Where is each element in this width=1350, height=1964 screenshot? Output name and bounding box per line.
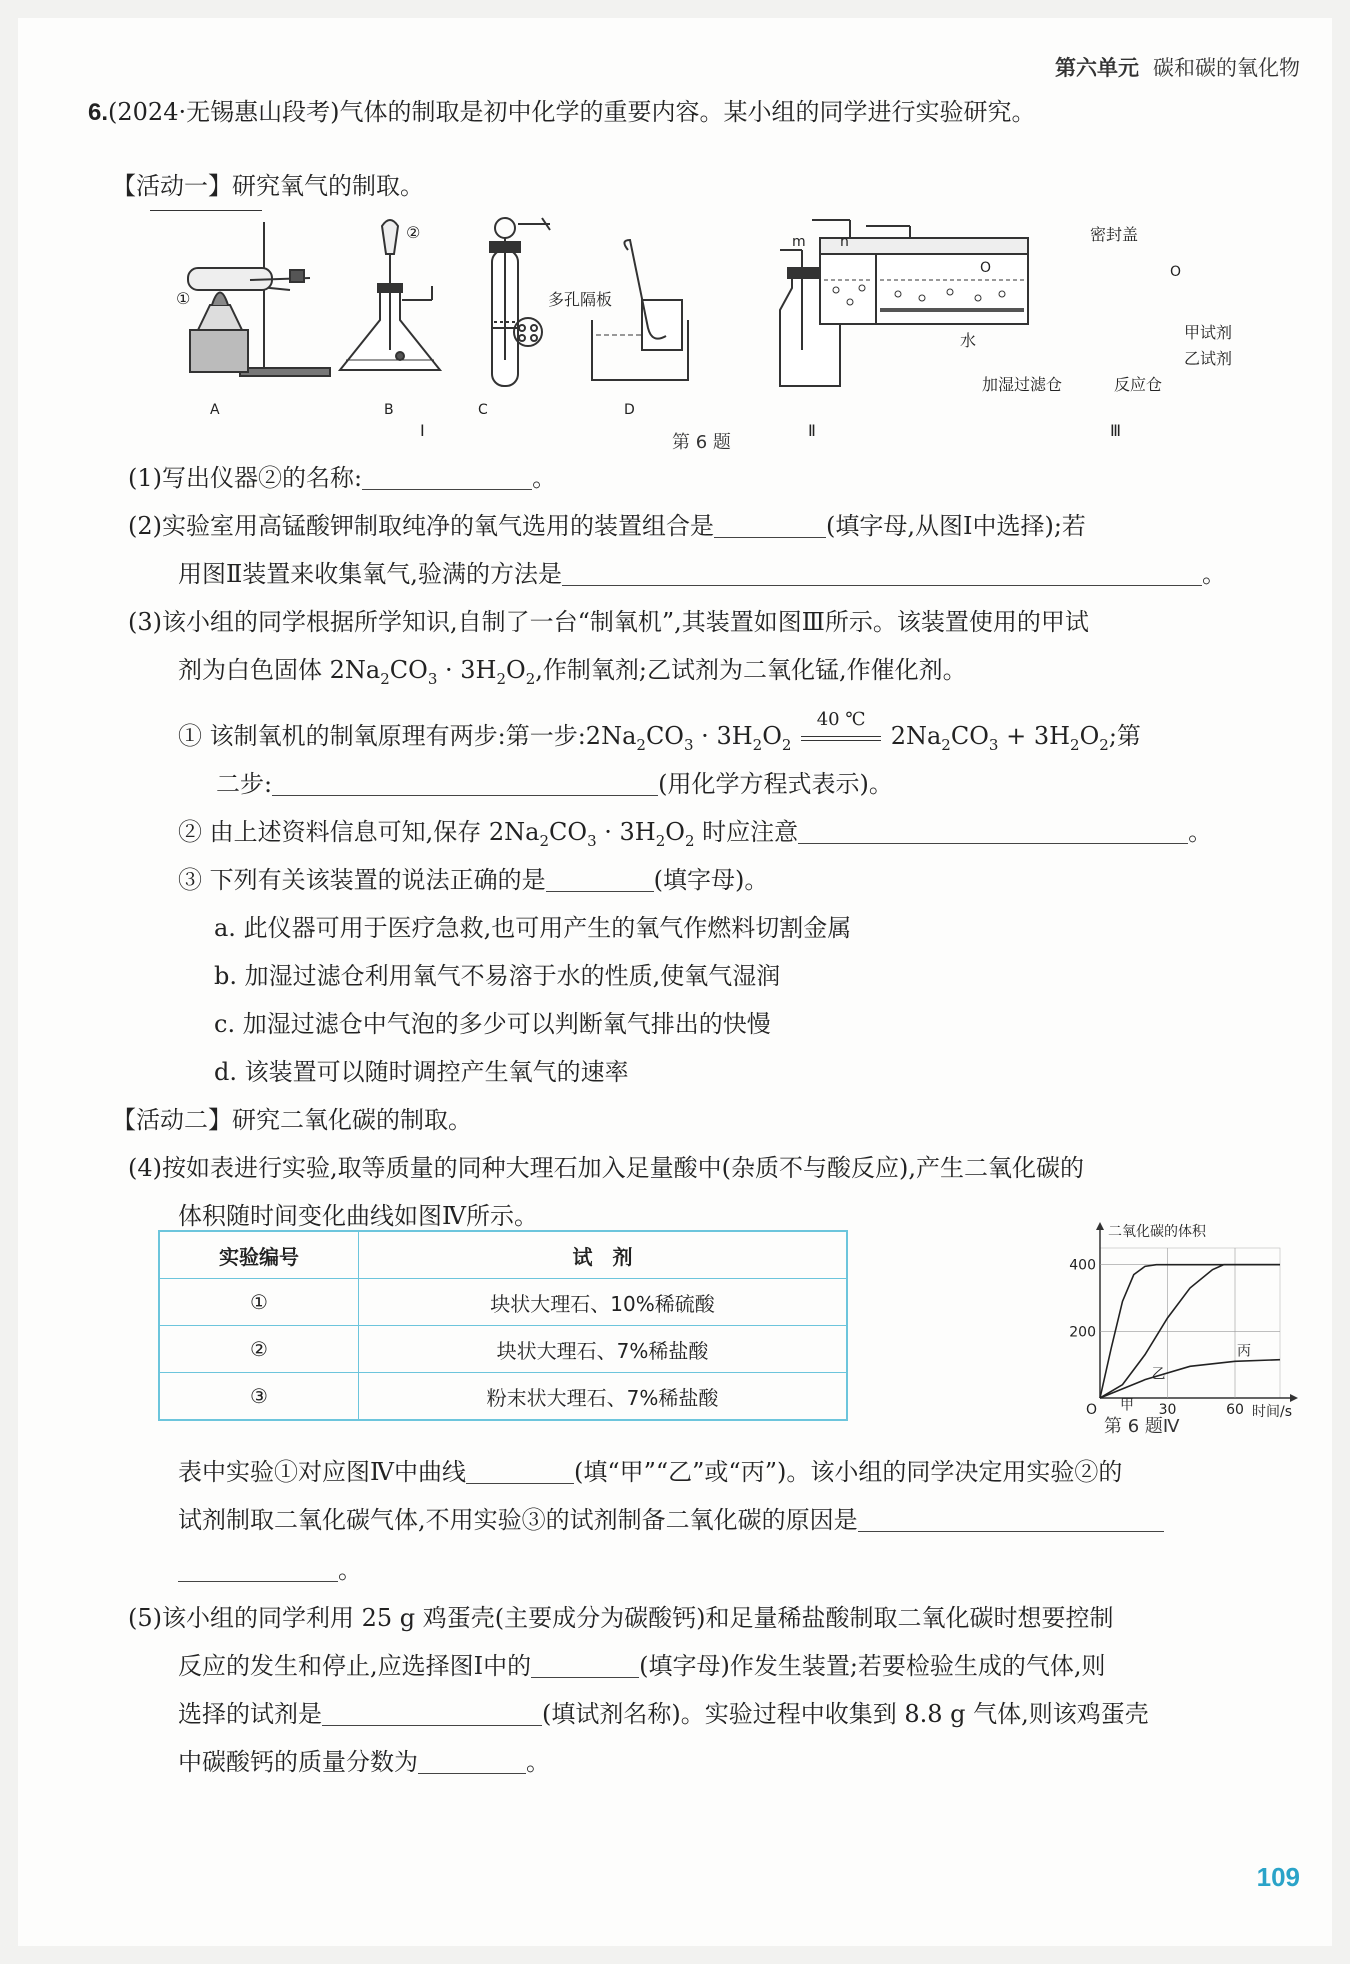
q2-text1-end: (填字母,从图Ⅰ中选择);若 (826, 512, 1086, 540)
sub: 3 (988, 735, 999, 754)
table-header-row (159, 1231, 847, 1279)
sub: 3 (587, 831, 597, 850)
formula-plus: + (1006, 722, 1027, 750)
sub: 3 (683, 735, 694, 754)
q3-equation-blank[interactable] (272, 769, 658, 796)
q3-line2-text: 剂为白色固体 2Na (178, 656, 381, 684)
label-o2-left: O (980, 260, 992, 276)
sub: 2 (380, 669, 390, 688)
table-header: 实验编号 (159, 1231, 359, 1279)
q3-sub2-text-b: 时应注意 (702, 818, 799, 846)
q2-line2 (178, 558, 1226, 590)
q1-end: 。 (532, 464, 557, 492)
q4-reason-blank1[interactable] (858, 1505, 1164, 1532)
formula-dot: · (701, 722, 709, 750)
formula-part: O (1079, 722, 1100, 750)
q3-sub3-text: ③ 下列有关该装置的说法正确的是 (178, 866, 546, 894)
q3-line2-text-b: 作制氧剂;乙试剂为二氧化锰,作催化剂。 (542, 656, 967, 684)
x-axis-arrow (1290, 1394, 1298, 1402)
sub: 2 (655, 831, 666, 850)
q1-text: (1)写出仪器②的名称: (128, 464, 363, 492)
label-A: A (210, 402, 220, 418)
sub: 2 (636, 735, 646, 754)
q4-after1-end: (填“甲”“乙”或“丙”)。该小组的同学决定用实验②的 (573, 1458, 1123, 1486)
q3-sub3 (178, 864, 768, 896)
label-reagent-b: 乙试剂 (1184, 349, 1233, 368)
sub: 2 (496, 669, 507, 688)
table-cell: ③ (159, 1373, 359, 1421)
q5-line4-text: 中碳酸钙的质量分数为 (178, 1748, 418, 1776)
table-row (159, 1279, 847, 1326)
co2-volume-chart (1050, 1218, 1310, 1418)
topic-title: 碳和碳的氧化物 (1153, 56, 1300, 80)
label-n: n (840, 234, 849, 250)
sub: 2 (1070, 735, 1080, 754)
table-header: 试 剂 (359, 1231, 848, 1279)
formula-part: O (762, 722, 782, 750)
series-label: 丙 (1237, 1343, 1251, 1360)
q1 (128, 462, 556, 494)
label-reagent-a: 甲试剂 (1184, 323, 1233, 342)
chart-grid-frame (1100, 1248, 1280, 1398)
apparatus-figure (150, 210, 1270, 450)
q4-after2 (178, 1504, 1164, 1536)
activity2-heading: 【活动二】研究二氧化碳的制取。 (112, 1106, 472, 1134)
label-seal: 密封盖 (1090, 225, 1139, 244)
q3-choice-blank[interactable] (546, 865, 654, 892)
label-water: 水 (960, 331, 977, 350)
q5-reagent-blank[interactable] (322, 1699, 542, 1726)
product-part: 2Na (890, 722, 942, 750)
label-m: m (792, 234, 806, 250)
question-intro (88, 96, 1035, 129)
q3-sub1-text: ① 该制氧机的制氧原理有两步:第一步:2Na (178, 722, 637, 750)
formula-part: O (506, 656, 526, 684)
table-cell: 块状大理石、7%稀盐酸 (359, 1326, 848, 1373)
table-cell: ① (159, 1279, 359, 1326)
q3-option-b: b. 加湿过滤仓利用氧气不易溶于水的性质,使氧气湿润 (214, 962, 781, 990)
chart-caption: 第 6 题Ⅳ (1104, 1416, 1180, 1437)
table-row (159, 1326, 847, 1373)
q5-line2 (178, 1650, 1106, 1682)
formula-dot: · (445, 656, 453, 684)
q4-reason-blank2[interactable] (178, 1555, 338, 1582)
q5-line3-end: (填试剂名称)。实验过程中收集到 8.8 g 气体,则该鸡蛋壳 (542, 1700, 1149, 1728)
formula-part: CO (389, 656, 428, 684)
q4-after3 (178, 1554, 362, 1586)
label-group2: Ⅱ (808, 421, 816, 440)
intro-text: (2024·无锡惠山段考)气体的制取是初中化学的重要内容。某小组的同学进行实验研究。 (108, 98, 1036, 126)
q3-sub3-end: (填字母)。 (653, 866, 769, 894)
label-C: C (478, 402, 488, 418)
q5-line3-text: 选择的试剂是 (178, 1700, 322, 1728)
q3-sub1-line2-text: 二步: (216, 770, 273, 798)
series-label: 乙 (1151, 1366, 1166, 1383)
q2-text1: (2)实验室用高锰酸钾制取纯净的氧气选用的装置组合是 (128, 512, 714, 540)
formula-part: 3H (619, 818, 656, 846)
chart-title: 二氧化碳的体积 (1108, 1224, 1206, 1240)
q3-sub2 (178, 816, 1212, 857)
formula-part: 3H (716, 722, 753, 750)
formula-part: O (665, 818, 685, 846)
question-number: 6. (88, 99, 109, 126)
formula-part: CO (950, 722, 989, 750)
label-D: D (624, 402, 635, 418)
q3-line1: (3)该小组的同学根据所学知识,自制了一台“制氧机”,其装置如图Ⅲ所示。该装置使用的甲试 (128, 608, 1089, 636)
q4-line2: 体积随时间变化曲线如图Ⅳ所示。 (178, 1202, 538, 1230)
q5-line3 (178, 1698, 1149, 1730)
sub: 2 (684, 831, 695, 850)
q3-line2 (178, 654, 967, 695)
q3-storage-blank[interactable] (798, 817, 1188, 844)
q4-line1: (4)按如表进行实验,取等质量的同种大理石加入足量酸中(杂质不与酸反应),产生二氧化碳的 (128, 1154, 1084, 1182)
series-label: 甲 (1120, 1397, 1134, 1414)
formula-comma: , (535, 656, 543, 684)
label-porous: 多孔隔板 (548, 290, 613, 309)
formula-part: CO (645, 722, 684, 750)
sub: 2 (539, 831, 550, 850)
q4-after2-text: 试剂制取二氧化碳气体,不用实验③的试剂制备二氧化碳的原因是 (178, 1506, 858, 1534)
sub: 2 (525, 669, 536, 688)
label-o2-right: O (1170, 264, 1182, 280)
q5-line4 (178, 1746, 550, 1778)
sub: 2 (941, 735, 951, 754)
sub: 2 (752, 735, 763, 754)
q2-text2: 用图Ⅱ装置来收集氧气,验满的方法是 (178, 560, 562, 588)
q3-sub1-end: ;第 (1108, 722, 1141, 750)
label-circle2: ② (406, 223, 421, 242)
sub: 2 (1099, 735, 1109, 754)
q4-curve-blank[interactable] (466, 1457, 574, 1484)
formula-dot: · (604, 818, 612, 846)
figure1-caption: 第 6 题 (672, 432, 731, 453)
q2-answer-blank1[interactable] (714, 511, 826, 538)
q3-sub1-line2 (216, 768, 893, 800)
q2-end: 。 (1201, 560, 1226, 588)
q3-sub2-text: ② 由上述资料信息可知,保存 2Na (178, 818, 540, 846)
table-row (159, 1373, 847, 1421)
reaction-arrow (799, 709, 883, 748)
label-B: B (384, 402, 394, 418)
q4-after1 (178, 1456, 1122, 1488)
q3-option-d: d. 该装置可以随时调控产生氧气的速率 (214, 1058, 629, 1086)
q5-device-blank[interactable] (531, 1651, 639, 1678)
formula-part: CO (549, 818, 588, 846)
sub: 2 (781, 735, 792, 754)
label-group1: Ⅰ (420, 421, 425, 440)
table-cell: ② (159, 1326, 359, 1373)
q5-line2-end: (填字母)作发生装置;若要检验生成的气体,则 (639, 1652, 1106, 1680)
q3-option-c: c. 加湿过滤仓中气泡的多少可以判断氧气排出的快慢 (214, 1010, 771, 1038)
q5-line4-end: 。 (526, 1748, 550, 1776)
q2-line1 (128, 510, 1086, 542)
q3-sub1 (178, 709, 1141, 761)
label-react: 反应仓 (1114, 375, 1163, 394)
q3-sub2-end: 。 (1188, 818, 1213, 846)
table-cell: 粉末状大理石、7%稀盐酸 (359, 1373, 848, 1421)
page-number: 109 (1256, 1862, 1300, 1892)
activity1-heading: 【活动一】研究氧气的制取。 (112, 172, 424, 200)
x-axis-label: 时间/s (1252, 1404, 1293, 1418)
origin-label: O (1086, 1402, 1098, 1418)
x-tick-label: 60 (1226, 1402, 1244, 1418)
label-humid: 加湿过滤仓 (982, 375, 1063, 394)
page-header (1055, 52, 1300, 82)
q2-answer-blank2[interactable] (562, 559, 1202, 586)
table-cell: 块状大理石、10%稀硫酸 (359, 1279, 848, 1326)
q4-after3-end: 。 (338, 1556, 362, 1584)
q5-fraction-blank[interactable] (418, 1747, 526, 1774)
formula-part: 3H (1033, 722, 1071, 750)
q1-answer-blank[interactable] (362, 463, 532, 490)
q3-sub1-line2-end: (用化学方程式表示)。 (658, 770, 893, 798)
formula-part: 3H (460, 656, 497, 684)
y-tick-label: 400 (1069, 1257, 1096, 1274)
y-tick-label: 200 (1069, 1324, 1096, 1341)
unit-title: 第六单元 (1055, 56, 1139, 80)
q3-option-a: a. 此仪器可用于医疗急救,也可用产生的氧气作燃料切割金属 (214, 914, 852, 942)
label-group3: Ⅲ (1110, 421, 1122, 440)
sub: 3 (427, 669, 438, 688)
x-tick-label: 30 (1158, 1402, 1177, 1418)
reaction-condition: 40 ℃ (816, 709, 866, 730)
experiment-table (158, 1230, 848, 1421)
q5-line1: (5)该小组的同学利用 25 g 鸡蛋壳(主要成分为碳酸钙)和足量稀盐酸制取二氧化碳时想要控制 (128, 1604, 1114, 1632)
q4-after1-text: 表中实验①对应图Ⅳ中曲线 (178, 1458, 466, 1486)
q5-line2-text: 反应的发生和停止,应选择图Ⅰ中的 (178, 1652, 532, 1680)
label-circle1: ① (176, 289, 191, 308)
y-axis-arrow (1096, 1222, 1104, 1230)
